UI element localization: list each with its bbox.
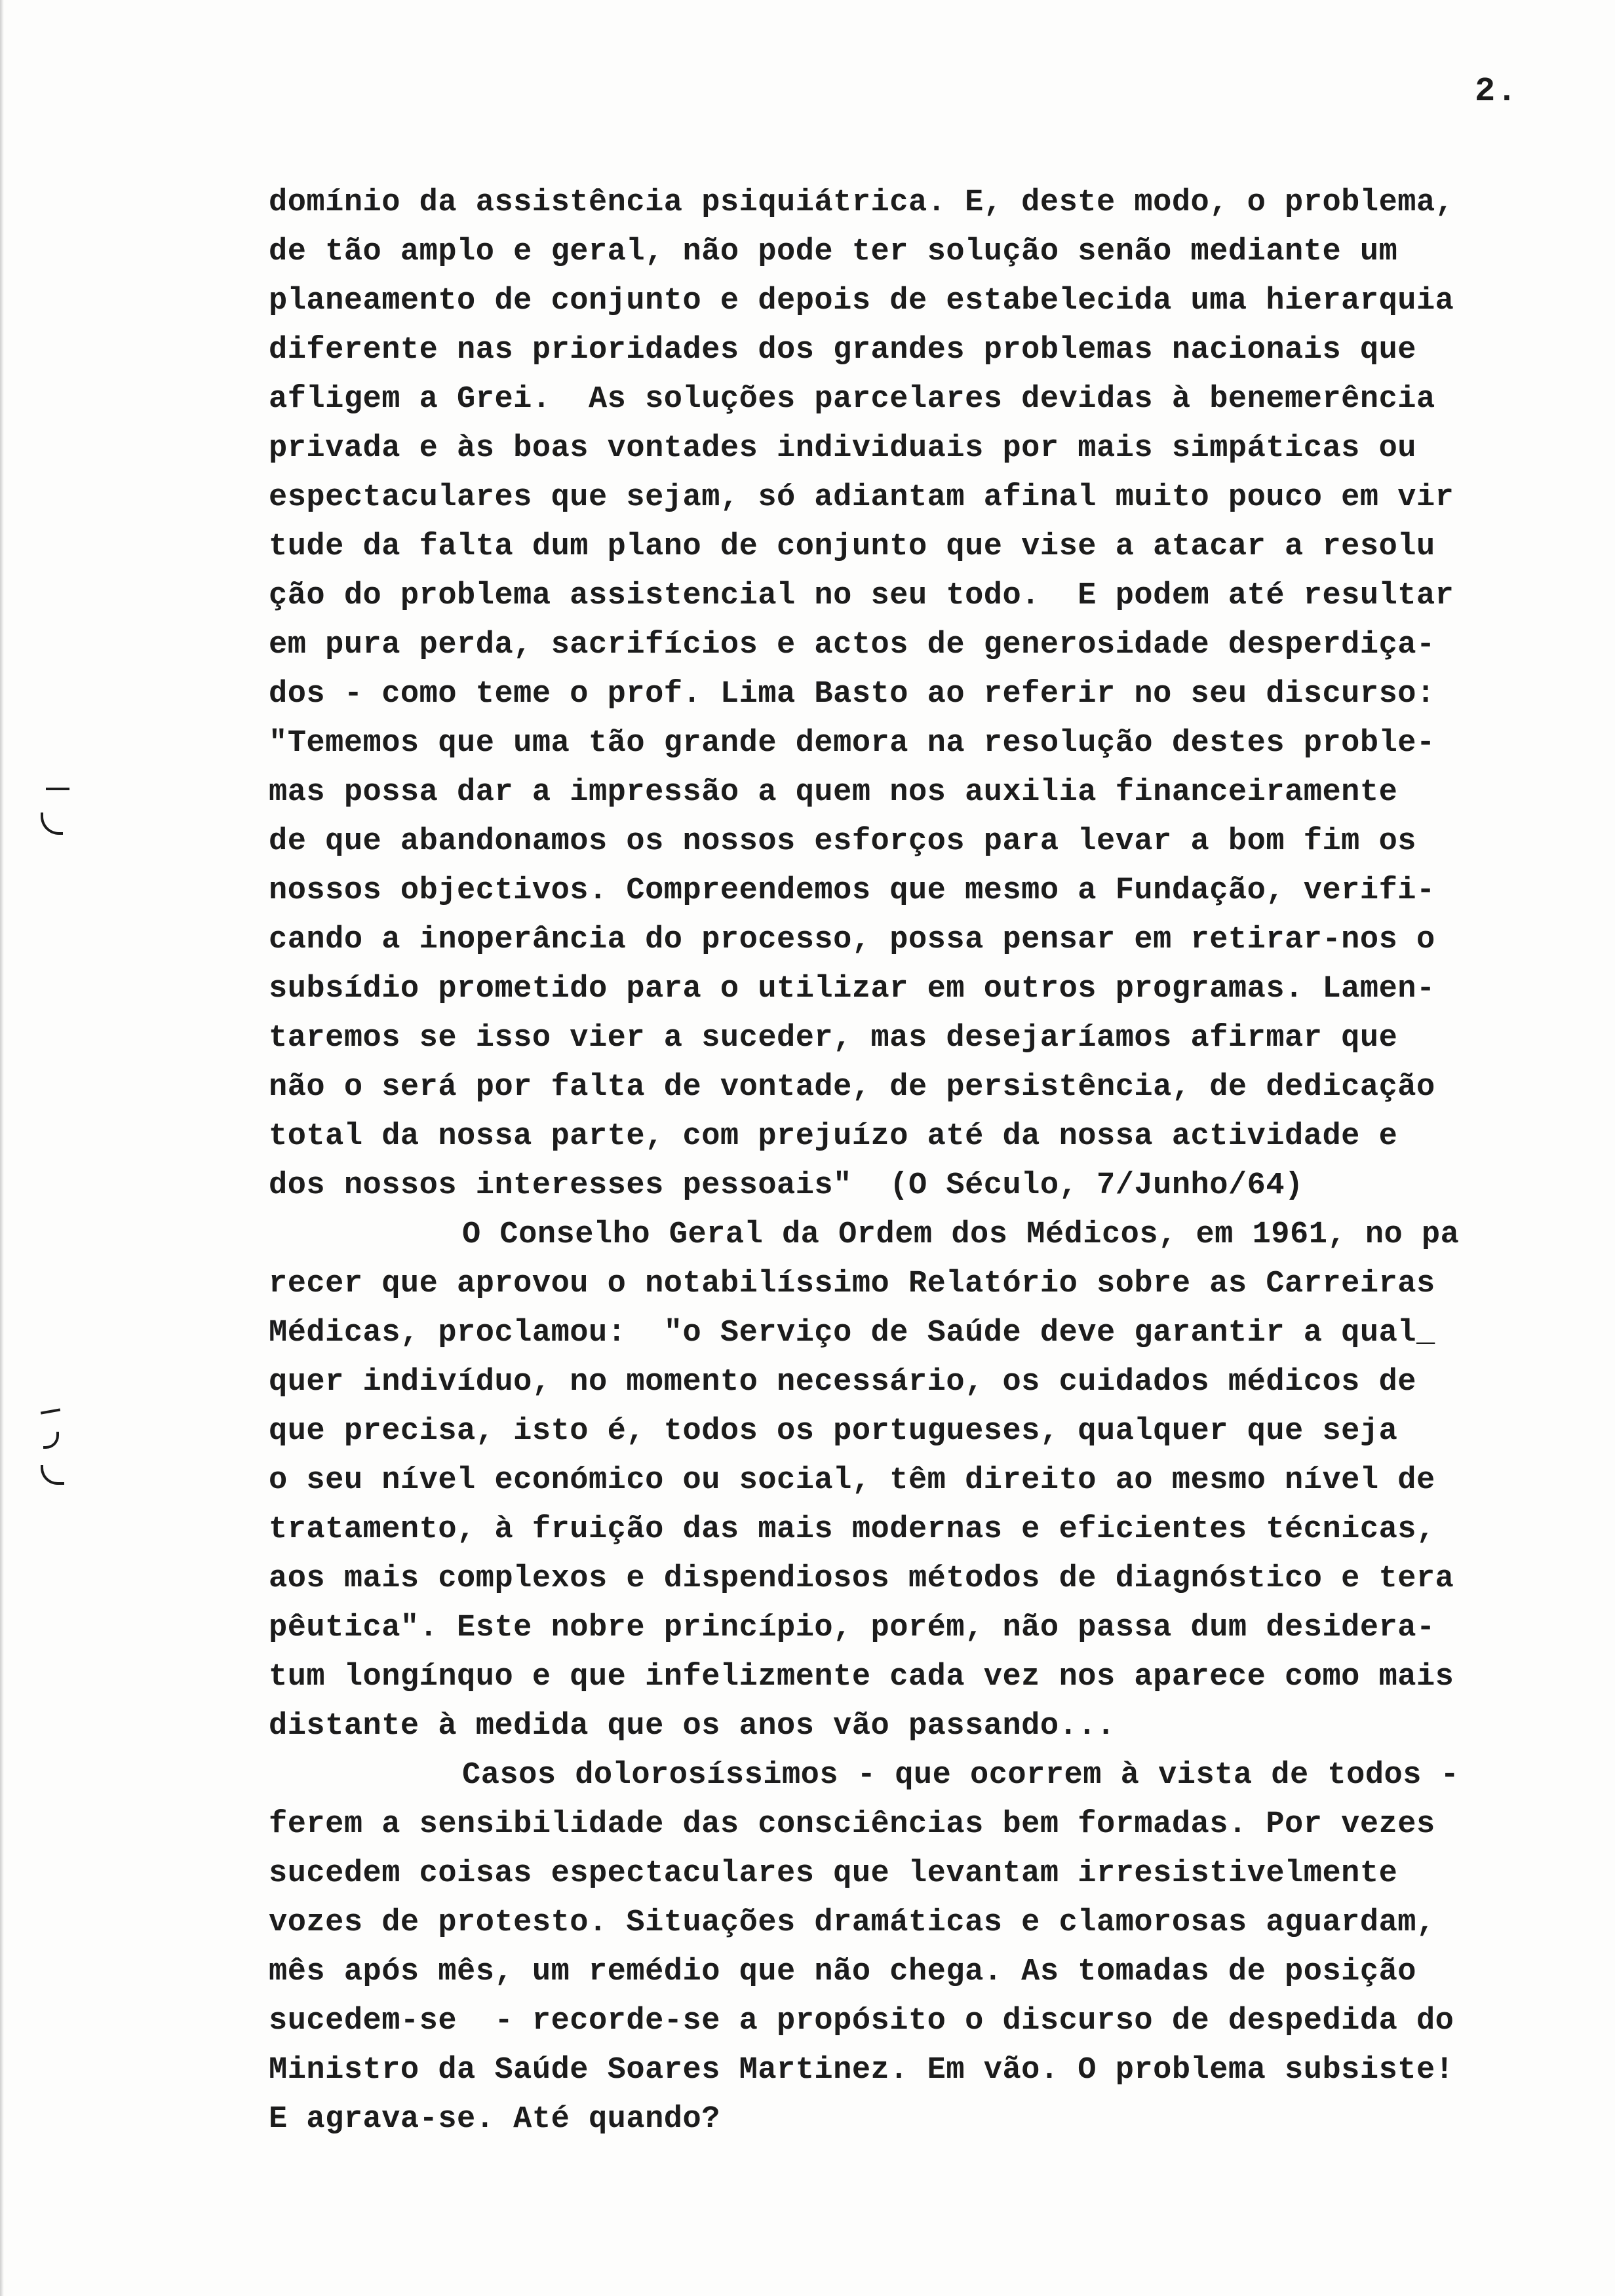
text-line: "Tememos que uma tão grande demora na resolução destes proble- — [269, 726, 1435, 761]
text-line: em pura perda, sacrifícios e actos de generosidade desperdiça- — [269, 628, 1435, 662]
paragraph-start-line: Casos dolorosíssimos - que ocorrem à vista de todos - — [462, 1758, 1460, 1793]
text-line: afligem a Grei. As soluções parcelares devidas à benemerência — [269, 382, 1435, 417]
text-line: tratamento, à fruição das mais modernas e eficientes técnicas, — [269, 1512, 1435, 1547]
text-line: o seu nível económico ou social, têm direito ao mesmo nível de — [269, 1463, 1435, 1498]
text-line: E agrava-se. Até quando? — [269, 2102, 720, 2137]
text-line: pêutica". Este nobre princípio, porém, não passa dum desidera- — [269, 1611, 1435, 1645]
text-line: de que abandonamos os nossos esforços para levar a bom fim os — [269, 824, 1416, 859]
text-line: sucedem coisas espectaculares que levantam irresistivelmente — [269, 1856, 1398, 1891]
text-line: subsídio prometido para o utilizar em outros programas. Lamen- — [269, 972, 1435, 1006]
text-line: nossos objectivos. Compreendemos que mesmo a Fundação, verifi- — [269, 873, 1435, 908]
text-line: domínio da assistência psiquiátrica. E, deste modo, o problema, — [269, 185, 1454, 220]
text-line: ferem a sensibilidade das consciências bem formadas. Por vezes — [269, 1807, 1435, 1842]
margin-mark — [41, 1408, 60, 1414]
paragraph-start-line: O Conselho Geral da Ordem dos Médicos, em 1961, no pa — [462, 1217, 1460, 1252]
text-line: total da nossa parte, com prejuízo até da nossa actividade e — [269, 1119, 1398, 1154]
page-edge-shadow — [0, 0, 4, 2296]
text-line: taremos se isso vier a suceder, mas desejaríamos afirmar que — [269, 1021, 1398, 1056]
text-line: ção do problema assistencial no seu todo. E podem até resultar — [269, 579, 1454, 613]
text-line: sucedem-se - recorde-se a propósito o discurso de despedida do — [269, 2004, 1454, 2038]
margin-mark — [46, 788, 69, 790]
text-line: dos - como teme o prof. Lima Basto ao referir no seu discurso: — [269, 677, 1435, 712]
text-line: tude da falta dum plano de conjunto que vise a atacar a resolu — [269, 529, 1435, 564]
margin-mark — [41, 1465, 64, 1485]
text-line: privada e às boas vontades individuais por mais simpáticas ou — [269, 431, 1416, 466]
text-line: de tão amplo e geral, não pode ter solução senão mediante um — [269, 235, 1398, 269]
text-line: não o será por falta de vontade, de persistência, de dedicação — [269, 1070, 1435, 1105]
text-line: tum longínquo e que infelizmente cada vez nos aparece como mais — [269, 1660, 1454, 1694]
text-line: mas possa dar a impressão a quem nos auxilia financeiramente — [269, 775, 1398, 810]
page-number: 2. — [1475, 72, 1519, 111]
body-text — [269, 178, 1553, 2144]
text-line: espectaculares que sejam, só adiantam afinal muito pouco em vir — [269, 480, 1454, 515]
text-line: quer indivíduo, no momento necessário, os cuidados médicos de — [269, 1365, 1416, 1400]
text-line: mês após mês, um remédio que não chega. As tomadas de posição — [269, 1955, 1416, 1989]
text-line: aos mais complexos e dispendiosos métodos de diagnóstico e tera — [269, 1561, 1454, 1596]
margin-mark — [43, 1432, 59, 1449]
text-line: distante à medida que os anos vão passando... — [269, 1709, 1116, 1744]
text-line: vozes de protesto. Situações dramáticas e clamorosas aguardam, — [269, 1905, 1435, 1940]
margin-mark — [41, 813, 63, 835]
text-line: Ministro da Saúde Soares Martinez. Em vão. O problema subsiste! — [269, 2053, 1454, 2088]
text-line: planeamento de conjunto e depois de estabelecida uma hierarquia — [269, 284, 1454, 318]
text-line: que precisa, isto é, todos os portugueses, qualquer que seja — [269, 1414, 1398, 1449]
text-line: diferente nas prioridades dos grandes problemas nacionais que — [269, 333, 1416, 368]
text-line: cando a inoperância do processo, possa pensar em retirar-nos o — [269, 923, 1435, 957]
text-line: recer que aprovou o notabilíssimo Relatório sobre as Carreiras — [269, 1267, 1435, 1301]
text-line: dos nossos interesses pessoais" (O Século, 7/Junho/64) — [269, 1168, 1304, 1203]
text-line: Médicas, proclamou: "o Serviço de Saúde deve garantir a qual_ — [269, 1316, 1435, 1350]
